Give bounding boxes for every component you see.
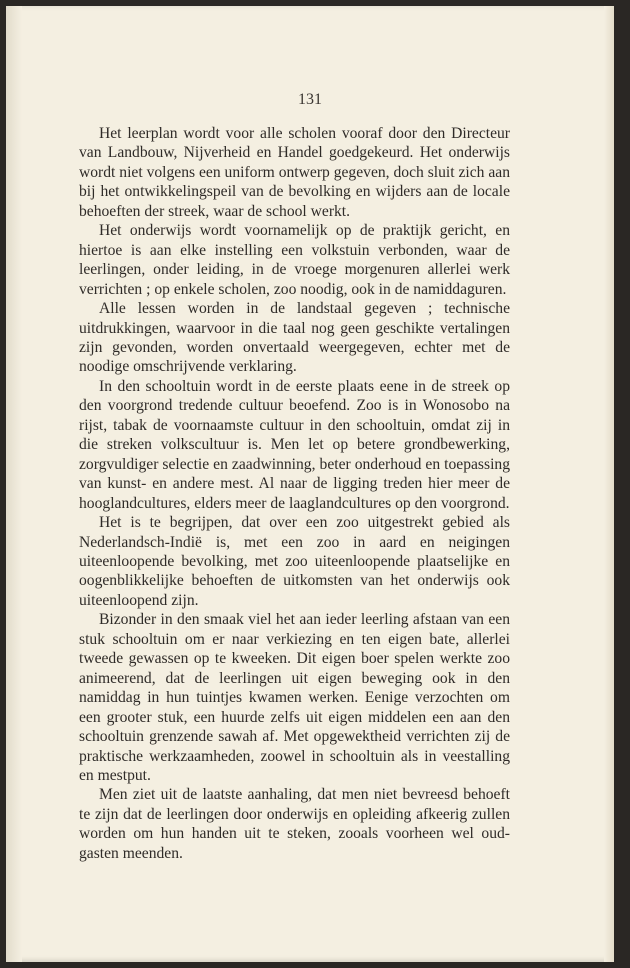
- paragraph: In den schooltuin wordt in de eerste plaats eene in de streek op den voorgrond tredende cultuur beoefend. Zoo is in Wonosobo na rijst, tabak de voornaamste cultuur in den schooltuin, omdat zij in die streken volkscultuur is. Men let op betere grondbewerking, zorgvuldiger selectie en zaadwinning, beter onderhoud en toepassing van kunst- en andere mest. Al naar de ligging treden hier meer de hooglandcultures, elders meer de laaglandcultures op den voorgrond.: [79, 377, 510, 512]
- body-text: [79, 124, 510, 863]
- page-gutter-shadow: [6, 6, 22, 962]
- paragraph: Het onderwijs wordt voornamelijk op de praktijk gericht, en hiertoe is aan elke instelling een volkstuin verbonden, waar de leerlingen, onder leiding, in de vroege morgenuren allerlei werk verrichten ; op enkele scholen, zoo noodig, ook in de namiddaguren.: [79, 222, 510, 298]
- paragraph: Alle lessen worden in de landstaal gegeven ; technische uitdrukkingen, waarvoor in die taal nog geen geschikte vertalingen zijn gevonden, worden onvertaald weergegeven, echter met de noodige omschrijvende verklaring.: [79, 300, 510, 376]
- paragraph: Het is te begrijpen, dat over een zoo uitgestrekt gebied als Nederlandsch-Indië is, met een zoo in aard en neigingen uiteenloopende bevolking, met zoo uiteenloopende plaatselijke en oogenblikkelijke behoeften de uitkomsten van het onderwijs ook uiteenloopend zijn.: [79, 514, 510, 609]
- paragraph: Bizonder in den smaak viel het aan ieder leerling afstaan van een stuk schooltuin om er naar verkiezing en ten eigen bate, allerlei tweede gewassen op te kweeken. Dit eigen boer spelen werkte zoo animeerend, dat de leerlingen uit eigen beweging ook in den namiddag in hun tuintjes kwamen werken. Eenige verzochten om een grooter stuk, een huurde zelfs uit eigen middelen een aan den schooltuin grenzende sawah af. Met opgewektheid verrichten zij de praktische werkzaamheden, zoowel in schooltuin als in veestalling en mestput.: [79, 611, 510, 784]
- paragraph: Men ziet uit de laatste aanhaling, dat men niet bevreesd behoeft te zijn dat de leerlingen door onderwijs en opleiding afkeerig zullen worden om hun handen uit te steken, zooals voorheen wel oud-gasten meenden.: [79, 786, 510, 862]
- book-page: [6, 6, 614, 962]
- paragraph: Het leerplan wordt voor alle scholen vooraf door den Directeur van Landbouw, Nijverheid en Handel goedgekeurd. Het onderwijs wordt niet volgens een uniform ontwerp gegeven, doch sluit zich aan bij het ontwikkelingspeil van de bevolking en wijders aan de locale behoeften der streek, waar de school werkt.: [79, 125, 510, 220]
- page-number: 131: [298, 91, 322, 108]
- page-edge-shadow: [604, 6, 614, 962]
